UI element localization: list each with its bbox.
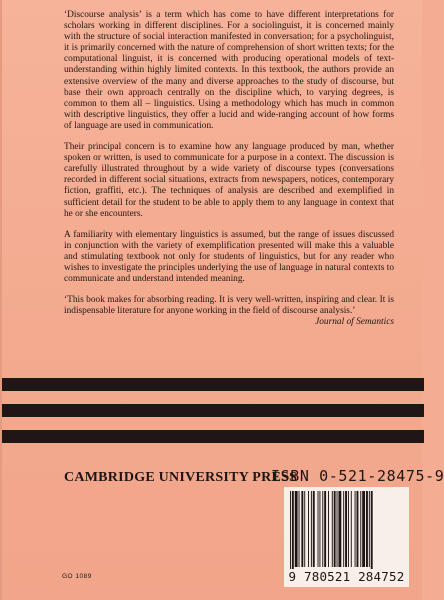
barcode-bar xyxy=(355,491,356,567)
blurb-text xyxy=(64,10,394,328)
barcode-bar xyxy=(338,491,341,567)
barcode-bar xyxy=(343,491,344,567)
barcode-bar xyxy=(357,491,359,567)
barcode-bar xyxy=(318,491,319,567)
decorative-stripe-2 xyxy=(2,404,424,417)
barcode-bar xyxy=(295,491,298,567)
barcode-bar xyxy=(362,491,365,567)
blurb-paragraph-3: A familiarity with elementary linguistics is assumed, but the range of issues discussed in conjunction with the variety of exemplification presented will make this a valuable and stimulating textbook not only for students of linguistics, but for any reader who wishes to investigate the principles underlying the use of language in natural contexts to communicate and understand intended meaning. xyxy=(64,229,394,285)
barcode-bar xyxy=(371,491,373,571)
barcode-bar xyxy=(348,491,349,567)
review-quote-source: Journal of Semantics xyxy=(315,317,394,328)
barcode-bar xyxy=(308,491,309,567)
barcode-bar xyxy=(369,491,370,567)
barcode-bar xyxy=(292,491,294,571)
blurb-paragraph-2: Their principal concern is to examine how any language produced by man, whether spoken or written, is used to communicate for a purpose in a context. The discussion is carefully illustrated throughout by a wide variety of discourse types (conversations recorded in different social situations, extracts from newspapers, notices, contemporary fiction, graffiti, etc.). The techniques of analysis are described and exemplified in sufficient detail for the student to be able to apply them to any language in context that he or she encounters. xyxy=(64,142,394,219)
barcode-number: 9 780521 284752 xyxy=(284,569,409,584)
blurb-paragraph-1: ‘Discourse analysis’ is a term which has come to have different interpretations for scholars working in different disciplines. For a sociolinguist, it is concerned mainly with the structure of social interaction manifested in conversation; for a psycholinguist, it is primarily concerned with the nature of comprehension of short written texts; for the computational linguist, it is concerned with producing operational models of text-understanding within highly limited contexts. In this textbook, the authors provide an extensive overview of the many and diverse approaches to the study of discourse, but base their own approach centrally on the discipline which, to varying degrees, is common to them all – linguistics. Using a methodology which has much in common with descriptive linguistics, they offer a lucid and wide-ranging account of how forms of language are used in communication. xyxy=(64,10,394,131)
barcode-bar xyxy=(319,491,320,567)
isbn-number: ISBN 0-521-28475-9 xyxy=(271,467,444,485)
barcode-bar xyxy=(366,491,368,567)
barcode-bar xyxy=(337,491,338,567)
barcode-bar xyxy=(345,491,347,567)
barcode-bar xyxy=(304,491,305,567)
barcode-bar xyxy=(311,491,312,567)
barcode-bar xyxy=(322,491,323,567)
review-quote-text: ‘This book makes for absorbing reading. It is very well-written, inspiring and clear. It is indispensable literature for anyone working in the field of discourse analysis.’ xyxy=(64,295,394,317)
decorative-stripe-1 xyxy=(2,378,424,391)
barcode-bar xyxy=(313,491,315,567)
barcode-bar xyxy=(301,491,303,567)
review-quote xyxy=(64,295,394,328)
barcode-bar xyxy=(299,491,300,567)
barcode-bar xyxy=(290,491,291,571)
barcode-bars xyxy=(284,487,409,571)
barcode-bar xyxy=(351,491,352,567)
barcode xyxy=(284,487,409,587)
reference-code: GO 1089 xyxy=(62,573,92,580)
barcode-bar xyxy=(324,491,326,567)
barcode-bar xyxy=(328,491,329,567)
publisher-name: CAMBRIDGE UNIVERSITY PRESS xyxy=(64,470,298,485)
barcode-bar xyxy=(332,491,333,567)
barcode-bar xyxy=(334,491,336,567)
decorative-stripe-3 xyxy=(2,430,424,443)
barcode-bar xyxy=(360,491,361,567)
